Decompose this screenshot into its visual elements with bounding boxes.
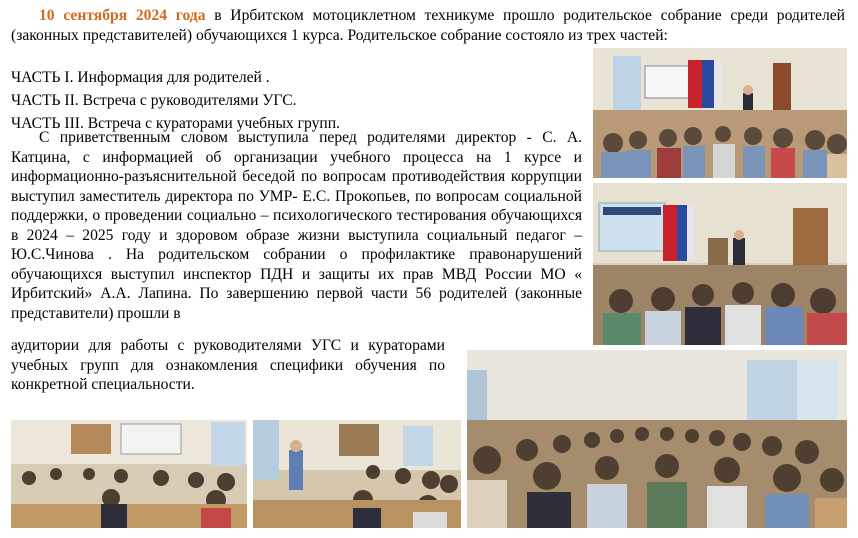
photo-classroom-left <box>11 420 247 528</box>
photo-hall-audience <box>467 350 847 528</box>
photo-speaker-podium <box>593 183 847 345</box>
closing-paragraph: аудитории для работы с руководителями УГС и кураторами учебных групп для ознакомления специфики обучения по конкретной специальности. <box>11 337 445 393</box>
photo-auditorium-presenter <box>593 48 847 178</box>
body-paragraph: С приветственным словом выступила перед родителями директор - С. А. Катцина, с информацией об организации учебного процесса на 1 курсе и информационно-разъяснительной беседой по вопросам противодействия коррупции выступил заместитель директора по УМР- Е.С. Прокопьев, по вопросам социальной поддержки, о проведении социально – психологического тестирования обучающихся в 2024 – 2025 году и здоровом образе жизни выступила социальный педагог – Ю.С.Чинова . На родительском собрании о профилактике правонарушений обучающихся выступил инспектор ПДН и защиты их прав МВД России МО « Ирбитский» А.А. Лапина. По завершению первой части 56 родителей (законные представители) прошли в <box>11 129 582 322</box>
photo-classroom-teacher <box>253 420 461 528</box>
parts-list <box>11 66 340 135</box>
part-3: ЧАСТЬ III. Встреча с кураторами учебных групп. <box>11 115 340 132</box>
intro-paragraph <box>11 6 845 45</box>
intro-text: в Ирбитском мотоциклетном техникуме прошло родительское собрание среди родителей (законных представителей) обучающихся 1 курса. Родительское собрание состояло из трех частей: <box>11 7 845 44</box>
event-date: 10 сентября 2024 года <box>39 7 206 24</box>
part-2: ЧАСТЬ II. Встреча с руководителями УГС. <box>11 92 297 109</box>
part-1: ЧАСТЬ I. Информация для родителей . <box>11 69 270 86</box>
